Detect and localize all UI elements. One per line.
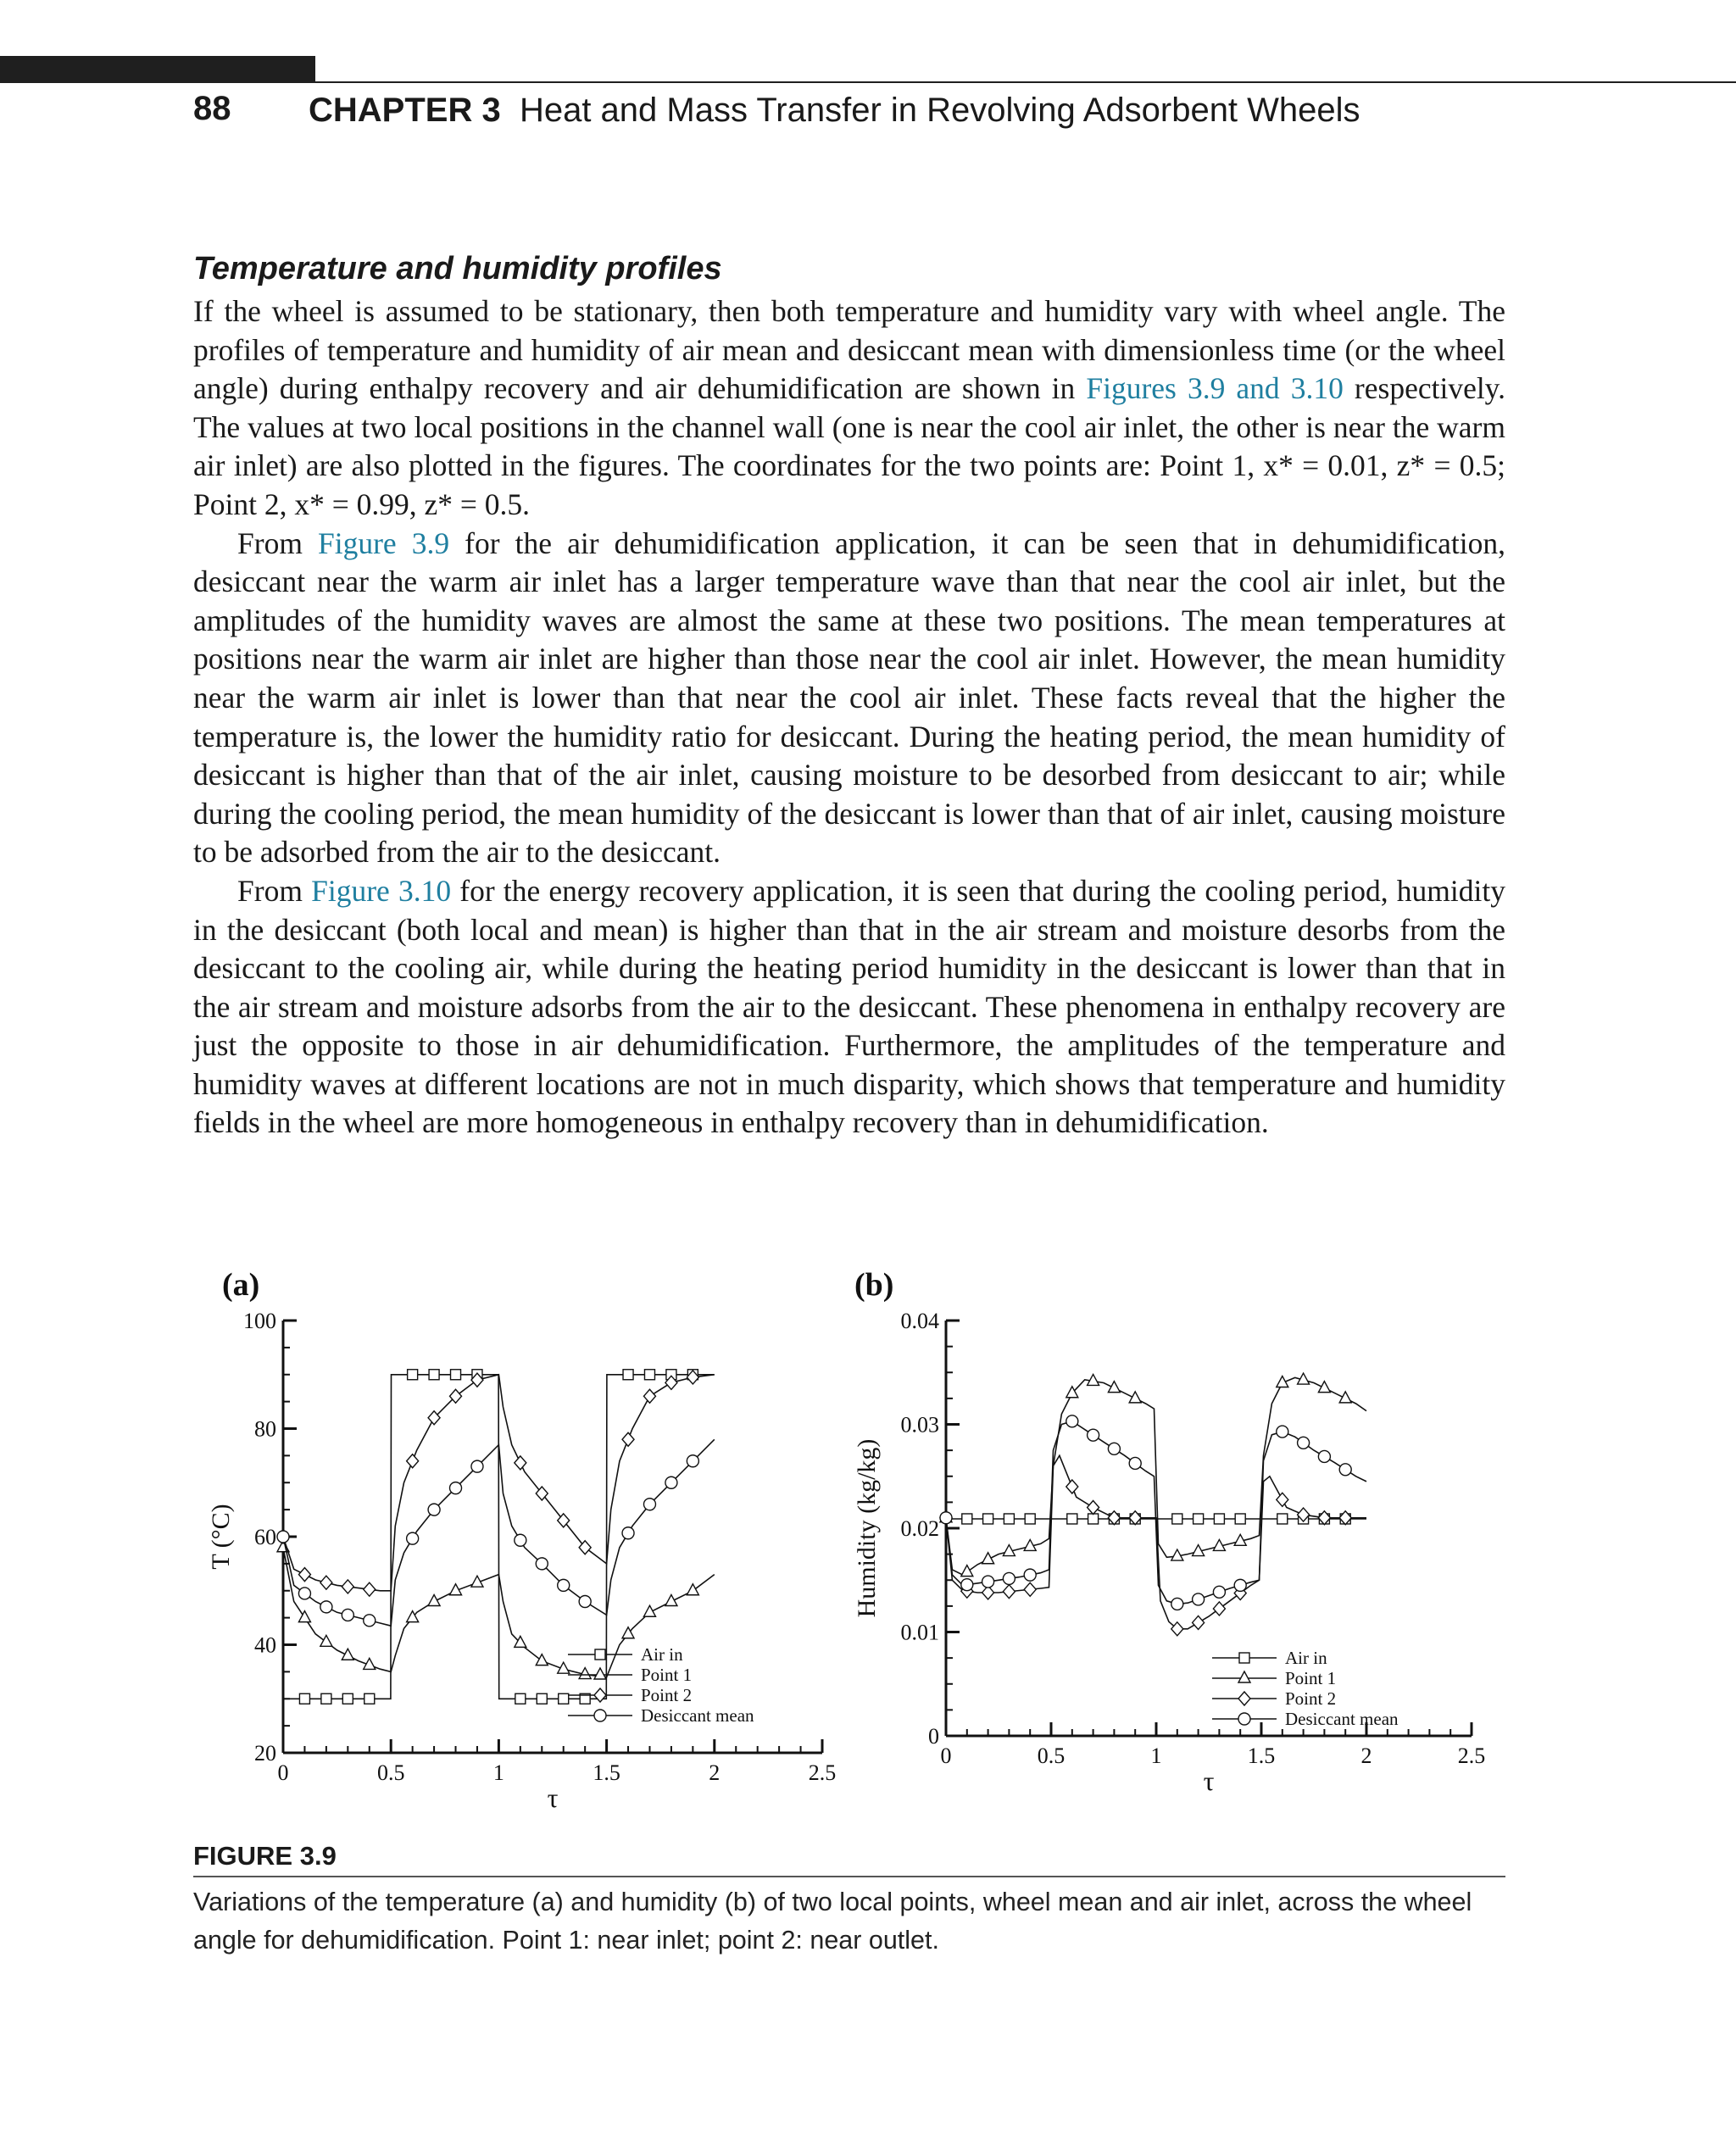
running-head xyxy=(309,92,1360,130)
data-point xyxy=(643,1389,655,1403)
data-point xyxy=(962,1514,972,1524)
figure-svg xyxy=(203,1254,1509,1848)
paragraph-1 xyxy=(193,292,1505,525)
chapter-title: Heat and Mass Transfer in Revolving Adsorbent Wheels xyxy=(519,92,1360,129)
data-point xyxy=(961,1579,973,1591)
data-point xyxy=(537,1693,547,1704)
caption-rule xyxy=(193,1876,1505,1877)
data-point xyxy=(1194,1514,1204,1524)
data-point xyxy=(320,1635,332,1646)
data-point xyxy=(1088,1501,1099,1515)
data-point xyxy=(450,1482,462,1494)
data-point xyxy=(1025,1514,1035,1524)
data-point xyxy=(1193,1593,1205,1605)
section-heading: Temperature and humidity profiles xyxy=(193,251,722,286)
legend-marker xyxy=(1238,1671,1250,1682)
legend-entry: Desiccant mean xyxy=(641,1705,754,1726)
data-point xyxy=(622,1432,634,1446)
x-tick-label: 1 xyxy=(492,1760,504,1785)
data-point xyxy=(1318,1450,1330,1462)
x-tick-label: 1.5 xyxy=(1247,1743,1276,1768)
y-tick-label: 0.02 xyxy=(900,1516,939,1541)
data-point xyxy=(428,1504,440,1515)
x-axis-label: τ xyxy=(1203,1766,1215,1796)
x-tick-label: 0 xyxy=(277,1760,289,1785)
data-point xyxy=(1108,1382,1120,1393)
data-point xyxy=(643,1605,655,1616)
x-tick-label: 0 xyxy=(940,1743,952,1768)
data-point xyxy=(429,1370,439,1380)
data-point xyxy=(623,1370,633,1380)
legend-marker xyxy=(1238,1713,1250,1725)
data-point xyxy=(342,1649,353,1660)
data-point xyxy=(1129,1392,1141,1403)
data-point xyxy=(407,1532,419,1544)
paragraph-3-text-end: for the energy recovery application, it is seen that during the cooling period, humidity in the desiccant (both local and mean) is higher than that in the air stream and moisture desorbs from the desiccant to the cooling air, while during the heating period humidity in the desiccant is lower than that in the air stream and moisture adsorbs from the air to the desiccant. These phenomena in enthalpy recovery are just the opposite to those in air dehumidification. Furthermore, the amplitudes of the temperature and humidity waves at different locations are not in much disparity, which shows that temperature and humidity fields in the wheel are more homogeneous in enthalpy recovery than in dehumidification. xyxy=(193,873,1505,1140)
data-point xyxy=(364,1582,376,1596)
data-point xyxy=(665,1595,677,1606)
y-tick-label: 20 xyxy=(254,1741,276,1766)
data-point xyxy=(1129,1457,1141,1469)
legend-marker xyxy=(595,1649,605,1660)
data-point xyxy=(515,1456,526,1470)
page-number: 88 xyxy=(193,90,231,127)
data-point xyxy=(1088,1429,1099,1441)
data-point xyxy=(299,1693,309,1704)
y-axis-label: T (°C) xyxy=(207,1504,235,1570)
header-rule xyxy=(315,81,1736,83)
data-point xyxy=(1277,1426,1288,1438)
data-point xyxy=(622,1527,634,1539)
data-point xyxy=(1318,1382,1330,1393)
x-tick-label: 2.5 xyxy=(1457,1743,1486,1768)
data-point xyxy=(1213,1586,1225,1598)
legend-entry: Air in xyxy=(641,1644,683,1665)
figure-label: FIGURE 3.9 xyxy=(193,1841,337,1871)
y-tick-label: 60 xyxy=(254,1525,276,1549)
paragraph-2-text-end: for the air dehumidification application, it can be seen that in dehumidification, desiccant near the warm air inlet has a larger temperature wave than that near the cool air inlet, but the amplitudes of the humidity waves are almost the same at these two positions. The mean temperatures at positions near the warm air inlet are higher than those near the cool air inlet. However, the mean humidity near the warm air inlet is lower than that near the cool air inlet. These facts reveal that the higher the temperature is, the lower the humidity ratio for desiccant. During the heating period, the mean humidity of desiccant is higher than that of the air inlet, causing moisture to be desorbed from desiccant to air; while during the cooling period, the mean humidity of the desiccant is lower than that of air inlet, causing moisture to be adsorbed from the air to the desiccant. xyxy=(193,526,1505,870)
legend-entry: Point 2 xyxy=(641,1685,693,1705)
data-point xyxy=(1066,1480,1078,1493)
data-point xyxy=(407,1454,419,1468)
y-tick-label: 0.01 xyxy=(900,1620,939,1645)
data-point xyxy=(451,1370,461,1380)
y-axis-label: Humidity (kg/kg) xyxy=(853,1438,881,1618)
data-point xyxy=(428,1595,440,1606)
data-point xyxy=(1024,1569,1036,1581)
y-tick-label: 40 xyxy=(254,1632,276,1658)
data-point xyxy=(536,1558,548,1570)
figure-3-10-link[interactable]: Figure 3.10 xyxy=(311,873,452,908)
legend-marker xyxy=(594,1688,606,1702)
data-point xyxy=(342,1609,353,1621)
data-point xyxy=(342,1580,353,1593)
data-point xyxy=(644,1370,654,1380)
data-point xyxy=(277,1531,289,1543)
data-point xyxy=(1172,1514,1182,1524)
legend-entry: Point 2 xyxy=(1285,1688,1337,1709)
data-point xyxy=(1024,1582,1036,1596)
figure-3-9 xyxy=(203,1254,1509,1848)
x-tick-label: 0.5 xyxy=(1037,1743,1066,1768)
body-text xyxy=(193,292,1505,1143)
data-point xyxy=(342,1693,353,1704)
y-tick-label: 0.04 xyxy=(900,1309,939,1333)
data-point xyxy=(321,1693,331,1704)
data-point xyxy=(1339,1464,1351,1476)
data-point xyxy=(961,1565,973,1577)
data-point xyxy=(559,1693,569,1704)
paragraph-2 xyxy=(193,525,1505,872)
legend-entry: Air in xyxy=(1285,1648,1327,1668)
data-point xyxy=(982,1576,994,1588)
legend-marker xyxy=(594,1668,606,1679)
panel-label: (a) xyxy=(222,1267,260,1303)
chapter-label: CHAPTER 3 xyxy=(309,92,501,129)
data-point xyxy=(320,1576,332,1589)
data-point xyxy=(515,1534,526,1546)
data-point xyxy=(1339,1392,1351,1403)
paragraph-2-text: From xyxy=(237,526,318,560)
y-tick-label: 100 xyxy=(243,1309,276,1333)
data-point xyxy=(298,1588,310,1599)
data-point xyxy=(364,1693,375,1704)
data-point xyxy=(983,1514,993,1524)
x-tick-label: 1.5 xyxy=(593,1760,620,1785)
data-point xyxy=(1171,1622,1183,1636)
data-point xyxy=(982,1553,994,1564)
x-tick-label: 2.5 xyxy=(808,1760,837,1785)
data-point xyxy=(1214,1514,1224,1524)
data-point xyxy=(408,1370,418,1380)
data-point xyxy=(1003,1585,1015,1599)
data-point xyxy=(1171,1598,1183,1610)
data-point xyxy=(1277,1493,1288,1506)
legend-entry: Desiccant mean xyxy=(1285,1709,1399,1729)
data-point xyxy=(665,1476,677,1488)
data-point xyxy=(643,1499,655,1510)
legend-entry: Point 1 xyxy=(641,1665,693,1685)
data-point xyxy=(579,1596,591,1608)
data-point xyxy=(1213,1602,1225,1615)
x-tick-label: 1 xyxy=(1150,1743,1162,1768)
data-point xyxy=(1067,1514,1077,1524)
data-point xyxy=(1003,1572,1015,1584)
header-bar xyxy=(0,56,315,83)
x-axis-label: τ xyxy=(547,1782,559,1813)
data-point xyxy=(1235,1514,1245,1524)
x-tick-label: 2 xyxy=(1360,1743,1372,1768)
paragraph-1-text: If the wheel is assumed to be stationary, then both temperature and humidity vary with wheel angle. The profiles of temperature and humidity of air mean and desiccant mean with dimensionless time (or the wheel angle) during enthalpy recovery and air dehumidification are shown in xyxy=(193,294,1505,406)
legend-marker xyxy=(1239,1653,1249,1663)
data-point xyxy=(298,1568,310,1582)
figure-caption: Variations of the temperature (a) and humidity (b) of two local points, wheel mean and air inlet, across the wheel angle for dehumidification. Point 1: near inlet; point 2: near outlet. xyxy=(193,1888,1472,1955)
legend-marker xyxy=(594,1710,606,1721)
data-point xyxy=(320,1601,332,1613)
data-point xyxy=(940,1512,952,1524)
y-tick-label: 0 xyxy=(928,1724,939,1749)
data-point xyxy=(1277,1514,1288,1524)
data-point xyxy=(1004,1514,1014,1524)
data-point xyxy=(558,1579,570,1591)
legend-entry: Point 1 xyxy=(1285,1668,1337,1688)
data-point xyxy=(1108,1443,1120,1454)
y-tick-label: 0.03 xyxy=(900,1412,939,1438)
data-point xyxy=(1066,1415,1078,1427)
data-point xyxy=(471,1460,483,1472)
paragraph-3-text: From xyxy=(237,873,312,908)
data-point xyxy=(515,1693,526,1704)
data-point xyxy=(1298,1437,1310,1449)
data-point xyxy=(687,1584,698,1595)
data-point xyxy=(1088,1514,1099,1524)
data-point xyxy=(536,1654,548,1666)
panel-label: (b) xyxy=(854,1267,894,1303)
x-tick-label: 2 xyxy=(709,1760,721,1785)
figure-3-9-link[interactable]: Figure 3.9 xyxy=(318,526,450,560)
paragraph-3 xyxy=(193,872,1505,1143)
legend-marker xyxy=(1238,1692,1250,1705)
paragraph-1-text-end: respectively. The values at two local positions in the channel wall (one is near the cool air inlet, the other is near the warm air inlet) are also plotted in the figures. The coordinates for the two points are: Point 1, x* = 0.01, z* = 0.5; Point 2, x* = 0.99, z* = 0.5. xyxy=(193,371,1506,521)
y-tick-label: 80 xyxy=(254,1416,276,1442)
data-point xyxy=(687,1455,698,1467)
figures-link[interactable]: Figures 3.9 and 3.10 xyxy=(1086,371,1344,406)
x-tick-label: 0.5 xyxy=(376,1760,405,1785)
data-point xyxy=(1234,1579,1246,1591)
data-point xyxy=(364,1615,376,1627)
data-point xyxy=(1193,1615,1205,1629)
